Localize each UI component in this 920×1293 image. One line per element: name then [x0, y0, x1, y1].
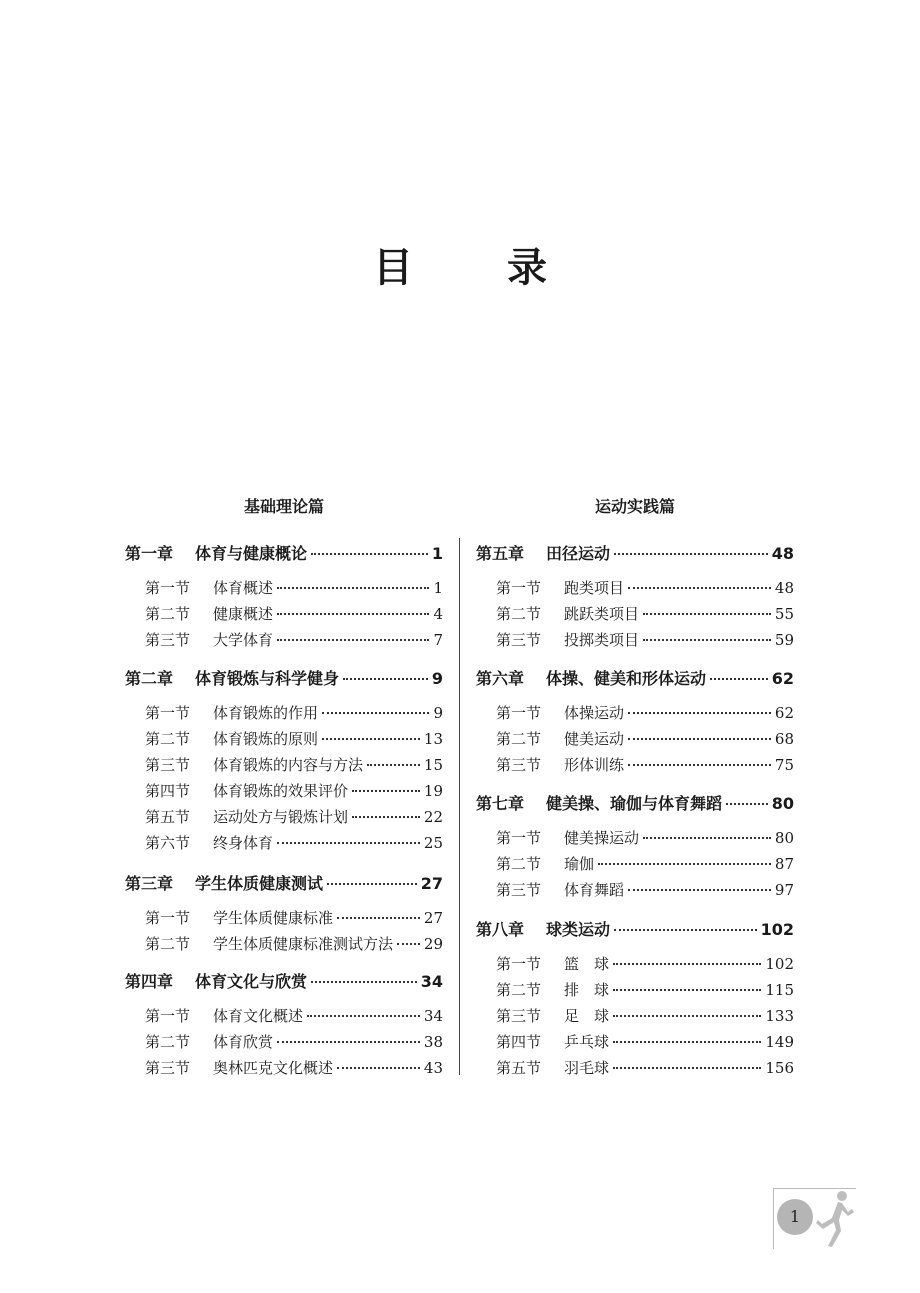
dot-leader: [613, 963, 761, 965]
section-page-number: 149: [765, 1033, 794, 1051]
chapter-entry[interactable]: [125, 871, 443, 894]
section-entry[interactable]: [145, 1005, 443, 1026]
section-title: 排 球: [564, 981, 610, 999]
section-title: 体育概述: [213, 579, 274, 597]
section-entry[interactable]: [496, 853, 794, 874]
chapter-label: 第四章: [125, 972, 174, 991]
dot-leader: [397, 943, 420, 945]
dot-leader: [277, 587, 429, 589]
section-label: 第三节: [496, 756, 542, 774]
section-entry[interactable]: [145, 603, 443, 624]
section-entry[interactable]: [145, 806, 443, 827]
section-page-number: 102: [765, 955, 794, 973]
section-title: 形体训练: [564, 756, 625, 774]
section-title: 体育锻炼的原则: [213, 730, 319, 748]
section-entry[interactable]: [145, 1057, 443, 1078]
section-title: 瑜伽: [564, 855, 595, 873]
chapter-title: 田径运动: [546, 544, 611, 563]
section-entry[interactable]: [145, 907, 443, 928]
section-page-number: 59: [774, 631, 794, 649]
section-title: 健美操运动: [564, 829, 640, 847]
chapter-page-number: 48: [771, 544, 794, 563]
section-entry[interactable]: [496, 702, 794, 723]
dot-leader: [598, 863, 771, 865]
section-label: 第一节: [145, 1007, 191, 1025]
dot-leader: [343, 678, 428, 680]
section-entry[interactable]: [145, 832, 443, 853]
section-page-number: 115: [765, 981, 794, 999]
section-title: 体育锻炼的作用: [213, 704, 319, 722]
section-entry[interactable]: [496, 879, 794, 900]
section-page-number: 15: [423, 756, 443, 774]
section-entry[interactable]: [496, 728, 794, 749]
section-title: 体育舞蹈: [564, 881, 625, 899]
dot-leader: [277, 639, 429, 641]
section-title: 健美运动: [564, 730, 625, 748]
section-entry[interactable]: [145, 577, 443, 598]
section-label: 第四节: [496, 1033, 542, 1051]
section-entry[interactable]: [496, 827, 794, 848]
section-label: 第三节: [496, 881, 542, 899]
section-title: 羽毛球: [564, 1059, 610, 1077]
section-label: 第五节: [496, 1059, 542, 1077]
section-title: 体操运动: [564, 704, 625, 722]
dot-leader: [643, 613, 771, 615]
section-page-number: 27: [423, 909, 443, 927]
dot-leader: [277, 613, 429, 615]
runner-icon: [812, 1190, 856, 1248]
section-label: 第六节: [145, 834, 191, 852]
section-label: 第二节: [496, 605, 542, 623]
section-entry[interactable]: [496, 629, 794, 650]
section-page-number: 7: [433, 631, 443, 649]
section-title: 学生体质健康标准: [213, 909, 334, 927]
section-title: 篮 球: [564, 955, 610, 973]
section-page-number: 48: [774, 579, 794, 597]
section-title: 奥林匹克文化概述: [213, 1059, 334, 1077]
dot-leader: [613, 989, 761, 991]
section-title: 健康概述: [213, 605, 274, 623]
section-label: 第一节: [496, 829, 542, 847]
column-divider: [459, 538, 460, 1075]
section-label: 第一节: [496, 579, 542, 597]
section-entry[interactable]: [145, 728, 443, 749]
dot-leader: [643, 639, 771, 641]
chapter-label: 第六章: [476, 669, 525, 688]
section-label: 第二节: [496, 981, 542, 999]
section-page-number: 87: [774, 855, 794, 873]
section-page-number: 1: [433, 579, 443, 597]
dot-leader: [277, 1041, 420, 1043]
page-number: 1: [777, 1199, 813, 1235]
dot-leader: [327, 883, 417, 885]
section-entry[interactable]: [496, 979, 794, 1000]
section-title: 运动处方与锻炼计划: [213, 808, 349, 826]
section-title: 终身体育: [213, 834, 274, 852]
section-entry[interactable]: [145, 754, 443, 775]
section-page-number: 22: [423, 808, 443, 826]
chapter-entry[interactable]: [476, 541, 794, 564]
dot-leader: [726, 803, 768, 805]
chapter-title: 体操、健美和形体运动: [546, 669, 707, 688]
section-page-number: 68: [774, 730, 794, 748]
section-title: 大学体育: [213, 631, 274, 649]
dot-leader: [628, 889, 771, 891]
dot-leader: [322, 712, 429, 714]
section-entry[interactable]: [145, 702, 443, 723]
dot-leader: [613, 1067, 761, 1069]
chapter-title: 学生体质健康测试: [195, 874, 324, 893]
section-label: 第一节: [496, 955, 542, 973]
section-title: 足 球: [564, 1007, 610, 1025]
dot-leader: [710, 678, 768, 680]
section-page-number: 4: [433, 605, 443, 623]
section-label: 第二节: [496, 730, 542, 748]
section-label: 第三节: [496, 1007, 542, 1025]
section-entry[interactable]: [496, 1057, 794, 1078]
chapter-page-number: 9: [431, 669, 443, 688]
section-label: 第三节: [145, 631, 191, 649]
dot-leader: [307, 1015, 420, 1017]
section-page-number: 25: [423, 834, 443, 852]
chapter-page-number: 102: [760, 920, 794, 939]
section-label: 第一节: [145, 909, 191, 927]
dot-leader: [628, 738, 771, 740]
section-entry[interactable]: [145, 1031, 443, 1052]
left-part-heading: 基础理论篇: [243, 497, 324, 516]
chapter-entry[interactable]: [125, 541, 443, 564]
section-title: 乒乓球: [564, 1033, 610, 1051]
dot-leader: [614, 553, 768, 555]
chapter-entry[interactable]: [476, 791, 794, 814]
section-entry[interactable]: [145, 933, 443, 954]
section-label: 第二节: [145, 1033, 191, 1051]
chapter-title: 球类运动: [546, 920, 611, 939]
dot-leader: [352, 816, 420, 818]
section-label: 第二节: [145, 730, 191, 748]
section-title: 投掷类项目: [564, 631, 640, 649]
dot-leader: [614, 929, 757, 931]
section-entry[interactable]: [145, 780, 443, 801]
chapter-label: 第二章: [125, 669, 174, 688]
dot-leader: [643, 837, 771, 839]
dot-leader: [613, 1041, 761, 1043]
dot-leader: [337, 1067, 420, 1069]
section-entry[interactable]: [496, 1005, 794, 1026]
section-label: 第一节: [145, 579, 191, 597]
chapter-page-number: 34: [420, 972, 443, 991]
chapter-label: 第八章: [476, 920, 525, 939]
section-label: 第三节: [496, 631, 542, 649]
dot-leader: [628, 764, 771, 766]
section-title: 体育欣赏: [213, 1033, 274, 1051]
chapter-page-number: 62: [771, 669, 794, 688]
chapter-title: 体育与健康概论: [195, 544, 308, 563]
dot-leader: [352, 790, 420, 792]
section-label: 第二节: [145, 605, 191, 623]
dot-leader: [628, 587, 771, 589]
dot-leader: [613, 1015, 761, 1017]
chapter-entry[interactable]: [125, 969, 443, 992]
section-page-number: 133: [765, 1007, 794, 1025]
chapter-title: 体育锻炼与科学健身: [195, 669, 340, 688]
section-title: 体育锻炼的效果评价: [213, 782, 349, 800]
dot-leader: [277, 842, 420, 844]
dot-leader: [311, 981, 417, 983]
right-part-heading: 运动实践篇: [594, 497, 675, 516]
section-page-number: 19: [423, 782, 443, 800]
chapter-page-number: 1: [431, 544, 443, 563]
section-entry[interactable]: [496, 754, 794, 775]
chapter-entry[interactable]: [125, 666, 443, 689]
section-title: 体育锻炼的内容与方法: [213, 756, 364, 774]
section-page-number: 156: [765, 1059, 794, 1077]
section-label: 第五节: [145, 808, 191, 826]
section-page-number: 55: [774, 605, 794, 623]
dot-leader: [628, 712, 771, 714]
section-page-number: 34: [423, 1007, 443, 1025]
chapter-page-number: 80: [771, 794, 794, 813]
section-entry[interactable]: [496, 953, 794, 974]
section-label: 第二节: [145, 935, 191, 953]
section-label: 第三节: [145, 1059, 191, 1077]
chapter-title: 健美操、瑜伽与体育舞蹈: [546, 794, 723, 813]
section-title: 体育文化概述: [213, 1007, 304, 1025]
dot-leader: [322, 738, 420, 740]
section-page-number: 80: [774, 829, 794, 847]
section-label: 第三节: [145, 756, 191, 774]
section-page-number: 13: [423, 730, 443, 748]
section-entry[interactable]: [145, 629, 443, 650]
section-page-number: 43: [423, 1059, 443, 1077]
section-label: 第一节: [145, 704, 191, 722]
section-page-number: 29: [423, 935, 443, 953]
dot-leader: [337, 917, 420, 919]
section-page-number: 97: [774, 881, 794, 899]
section-page-number: 9: [433, 704, 443, 722]
chapter-label: 第五章: [476, 544, 525, 563]
section-title: 跑类项目: [564, 579, 625, 597]
chapter-page-number: 27: [420, 874, 443, 893]
section-page-number: 75: [774, 756, 794, 774]
section-label: 第一节: [496, 704, 542, 722]
chapter-entry[interactable]: [476, 917, 794, 940]
section-page-number: 38: [423, 1033, 443, 1051]
section-label: 第二节: [496, 855, 542, 873]
chapter-title: 体育文化与欣赏: [195, 972, 308, 991]
section-entry[interactable]: [496, 1031, 794, 1052]
dot-leader: [311, 553, 428, 555]
section-entry[interactable]: [496, 577, 794, 598]
chapter-entry[interactable]: [476, 666, 794, 689]
section-title: 跳跃类项目: [564, 605, 640, 623]
section-entry[interactable]: [496, 603, 794, 624]
page-title: 目 录: [373, 245, 587, 291]
chapter-label: 第三章: [125, 874, 174, 893]
chapter-label: 第一章: [125, 544, 174, 563]
section-page-number: 62: [774, 704, 794, 722]
dot-leader: [367, 764, 420, 766]
chapter-label: 第七章: [476, 794, 525, 813]
section-title: 学生体质健康标准测试方法: [213, 935, 394, 953]
section-label: 第四节: [145, 782, 191, 800]
